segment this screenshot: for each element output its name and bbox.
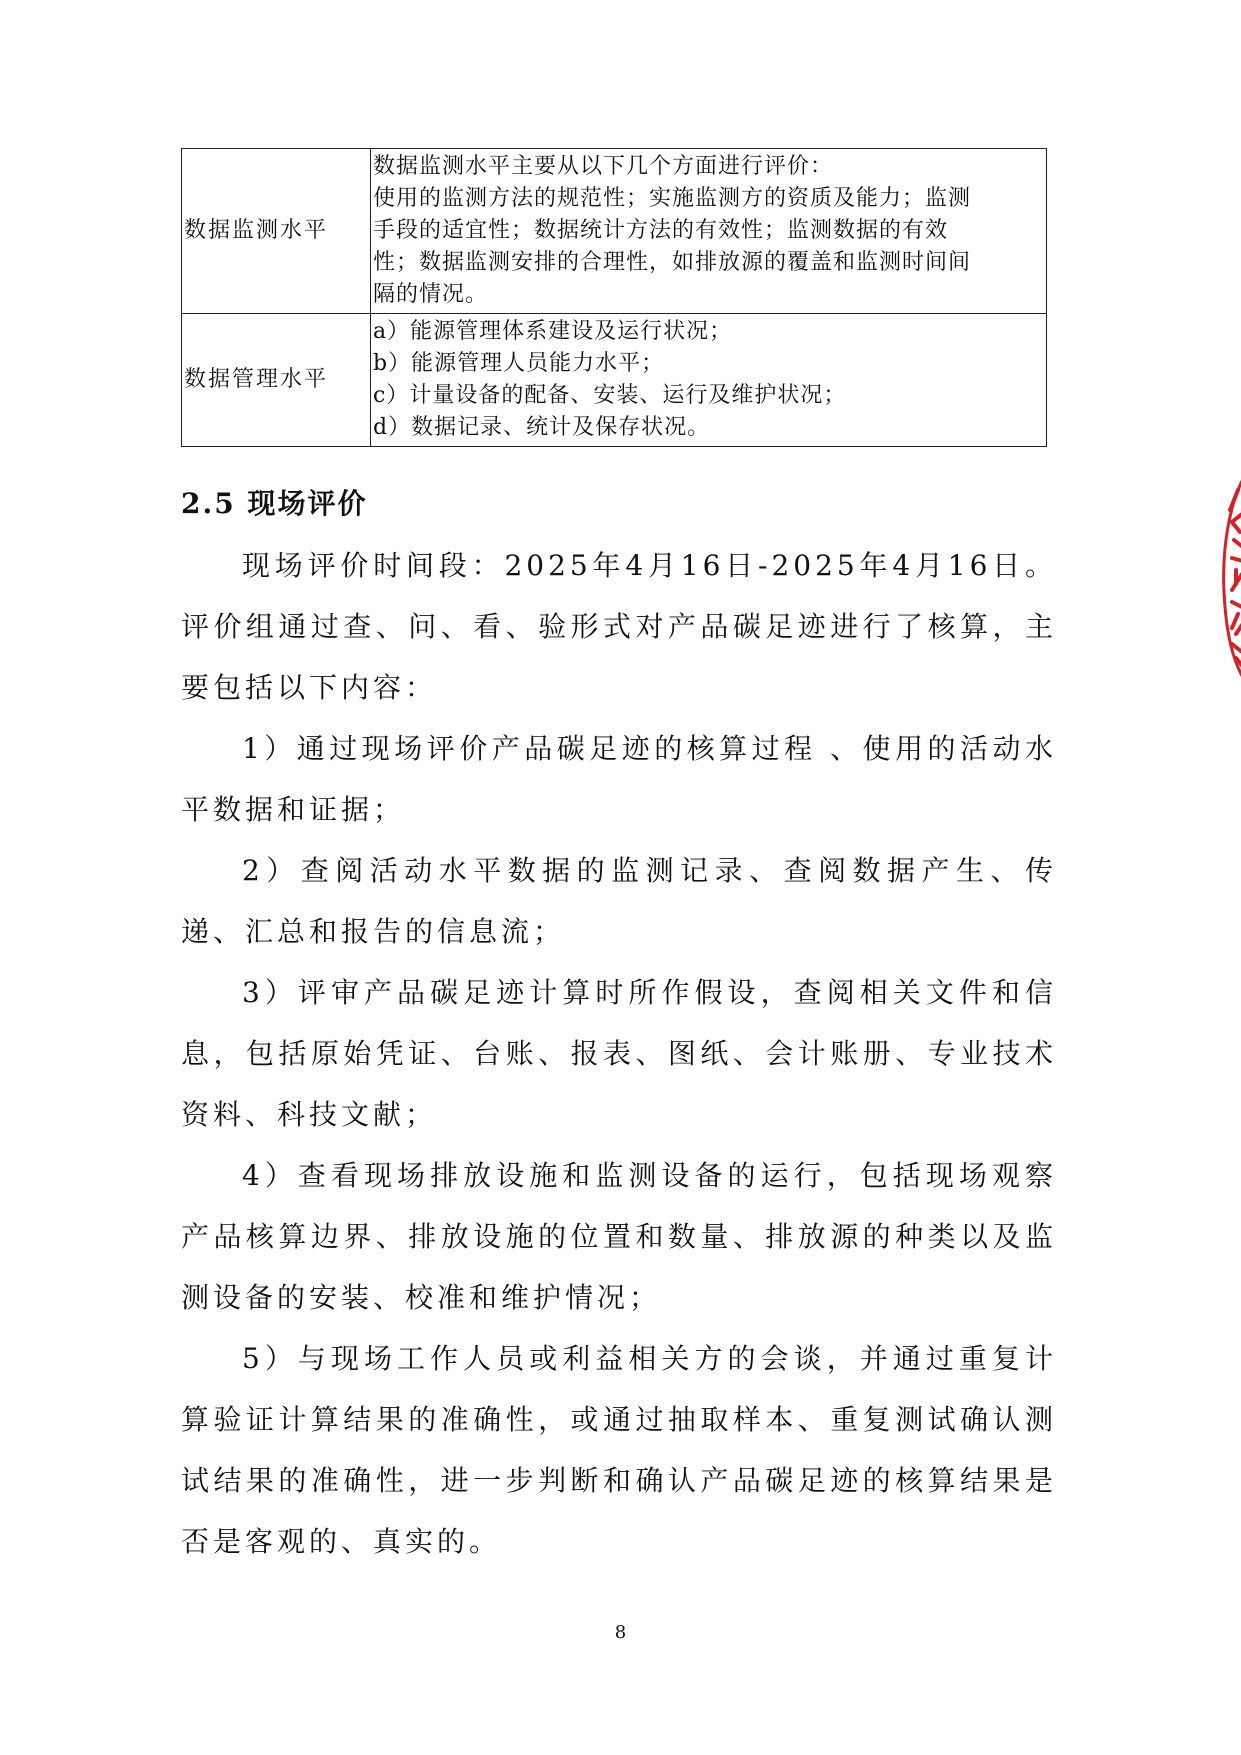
description-line: c）计量设备的配备、安装、运行及维护状况； (373, 383, 847, 408)
description-line: 隔的情况。 (373, 282, 489, 307)
table-row (182, 149, 1047, 314)
paragraph-item-1: 1）通过现场评价产品碳足迹的核算过程 、使用的活动水平数据和证据； (181, 732, 1057, 826)
row-description-data-monitoring (371, 149, 1047, 314)
red-seal-stamp-icon (1218, 462, 1241, 692)
row-label-data-management: 数据管理水平 (182, 314, 371, 447)
description-line: 数据监测水平主要从以下几个方面进行评价： (373, 154, 834, 179)
page-number: 8 (614, 1622, 627, 1643)
row-label-data-monitoring: 数据监测水平 (182, 149, 371, 314)
paragraph-item-3: 3）评审产品碳足迹计算时所作假设，查阅相关文件和信息，包括原始凭证、台账、报表、图纸、会计账册、专业技术资料、科技文献； (181, 976, 1057, 1131)
description-line: 性；数据监测安排的合理性，如排放源的覆盖和监测时间间 (373, 250, 972, 275)
table-row (182, 314, 1047, 447)
paragraph-item-4: 4）查看现场排放设施和监测设备的运行，包括现场观察产品核算边界、排放设施的位置和数量、排放源的种类以及监测设备的安装、校准和维护情况； (181, 1159, 1057, 1314)
description-line: b）能源管理人员能力水平； (373, 351, 665, 376)
paragraph-item-2: 2）查阅活动水平数据的监测记录、查阅数据产生、传递、汇总和报告的信息流； (181, 854, 1057, 948)
evaluation-criteria-table (181, 148, 1047, 447)
paragraph-item-5: 5）与现场工作人员或利益相关方的会谈，并通过重复计算验证计算结果的准确性，或通过抽取样本、重复测试确认测试结果的准确性，进一步判断和确认产品碳足迹的核算结果是否是客观的、真实的。 (181, 1342, 1057, 1558)
description-line: d）数据记录、统计及保存状况。 (373, 415, 711, 440)
description-line: 手段的适宜性；数据统计方法的有效性；监测数据的有效 (373, 218, 949, 243)
row-description-data-management (371, 314, 1047, 447)
description-line: 使用的监测方法的规范性；实施监测方的资质及能力；监测 (373, 186, 972, 211)
paragraph-intro: 现场评价时间段：2025年4月16日-2025年4月16日。评价组通过查、问、看、验形式对产品碳足迹进行了核算，主要包括以下内容： (181, 549, 1057, 704)
section-heading: 2.5 现场评价 (181, 487, 368, 520)
description-line: a）能源管理体系建设及运行状况； (373, 319, 733, 344)
section-body (181, 535, 1057, 1572)
